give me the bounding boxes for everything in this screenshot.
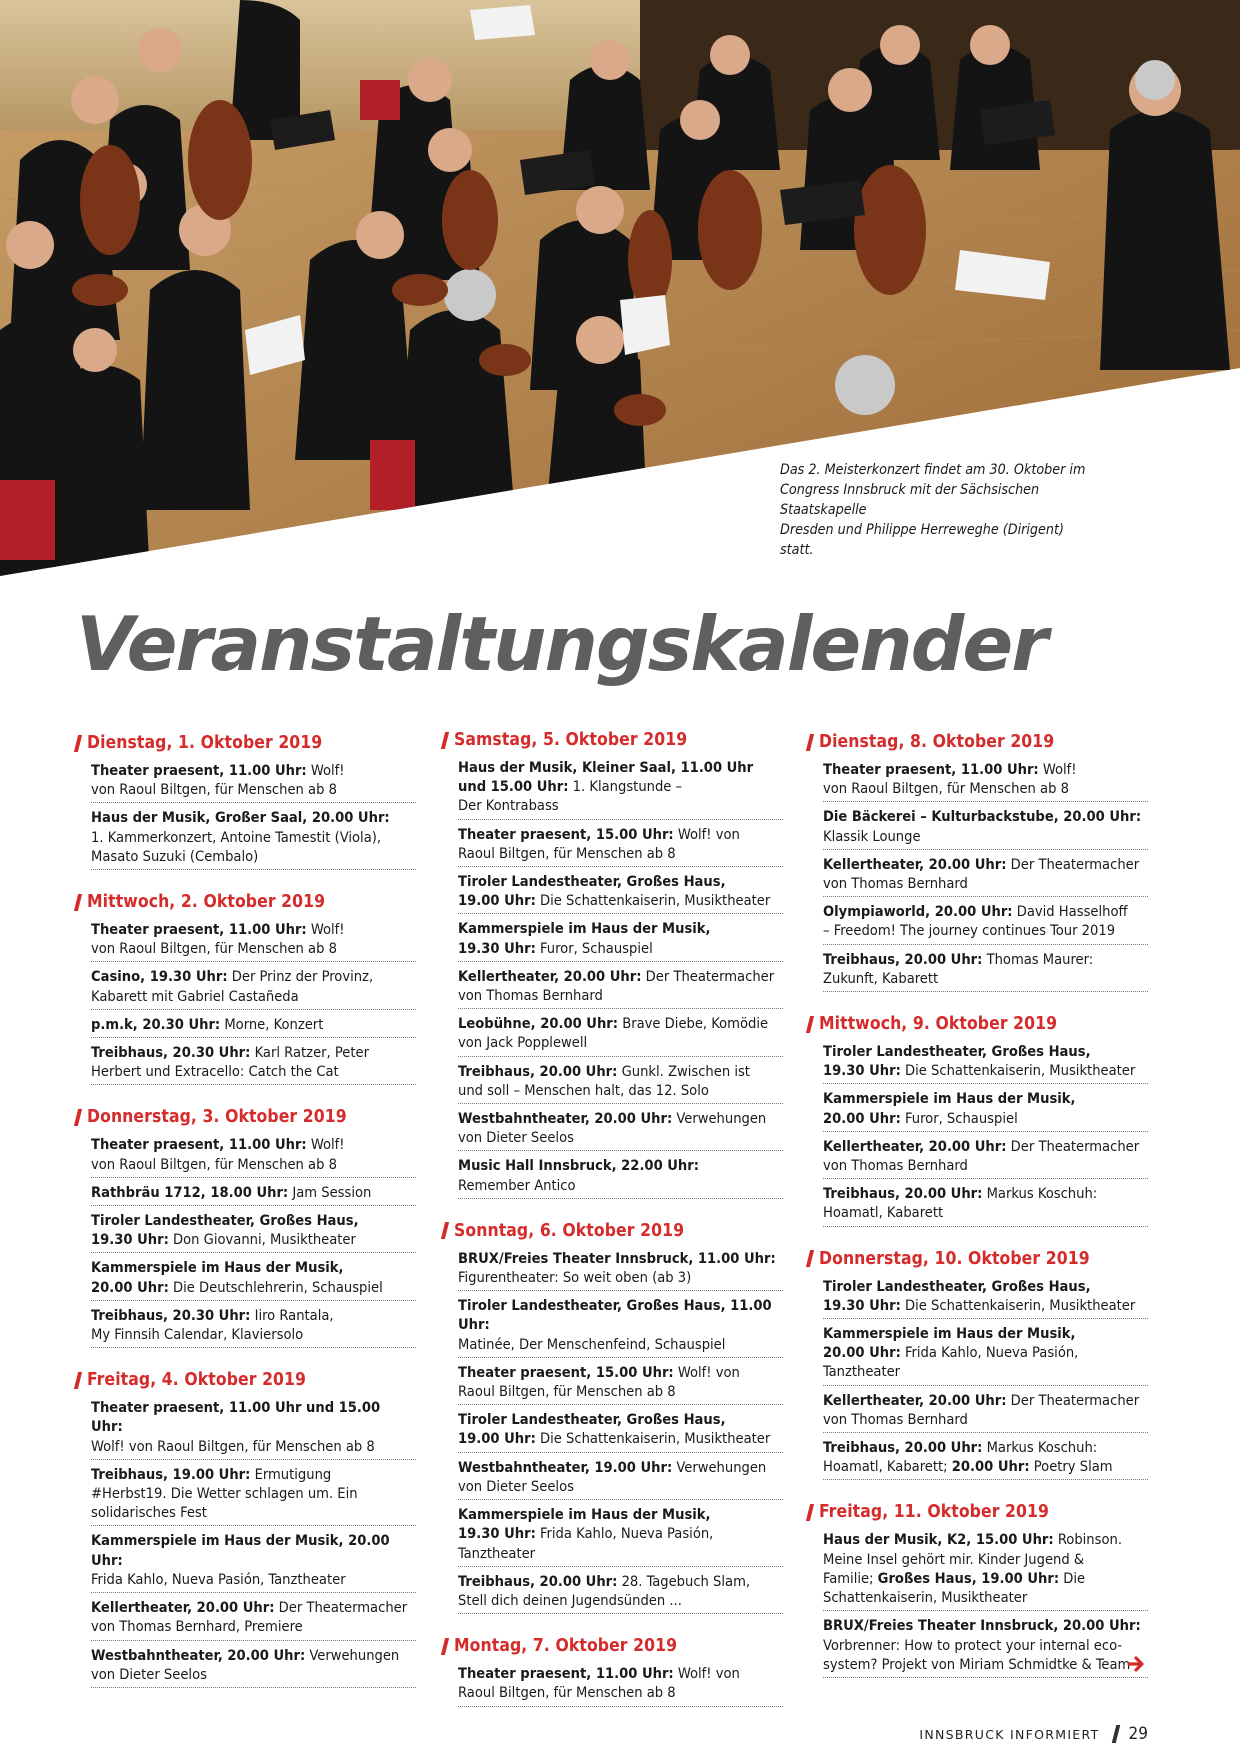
event-entry xyxy=(823,1135,1148,1179)
day-heading xyxy=(808,1246,1148,1272)
event-description: Markus Koschuh: Hoamatl, Kabarett xyxy=(823,1185,1098,1222)
event-venue-time: Treibhaus, 20.30 Uhr: xyxy=(91,1044,251,1062)
event-entry xyxy=(91,1463,416,1527)
day-heading xyxy=(443,1218,783,1244)
event-entry xyxy=(823,1275,1148,1319)
event-description: Wolf! von Raoul Biltgen, für Menschen ab 8 xyxy=(91,921,345,958)
footer-separator xyxy=(1111,1725,1119,1743)
page-title: Veranstaltungskalender xyxy=(76,600,1047,688)
event-description: Die Schattenkaiserin, Musiktheater xyxy=(823,1569,1086,1607)
event-entry xyxy=(458,1503,783,1567)
day-block xyxy=(808,1499,1148,1677)
event-description: Brave Diebe, Komödie von Jack Popplewell xyxy=(458,1015,769,1052)
day-heading xyxy=(76,889,416,915)
event-description: Karl Ratzer, Peter Herbert und Extracello: Catch the Cat xyxy=(91,1044,369,1081)
event-description: Robinson. Meine Insel gehört mir. Kinder Jugend & Familie; xyxy=(823,1531,1122,1587)
event-entry xyxy=(91,1256,416,1300)
event-venue-time: Theater praesent, 11.00 Uhr: xyxy=(91,762,307,779)
event-description: 1. Klangstunde – Der Kontrabass xyxy=(458,778,683,815)
event-venue-time: Theater praesent, 11.00 Uhr: xyxy=(823,761,1039,778)
day-block xyxy=(808,1246,1148,1481)
event-entry xyxy=(91,1396,416,1460)
event-description: Der Theatermacher von Thomas Bernhard xyxy=(823,1391,1140,1428)
event-venue-time: Haus der Musik, Großer Saal, 20.00 Uhr: xyxy=(91,809,390,827)
event-entry xyxy=(458,1107,783,1151)
event-entry xyxy=(823,853,1148,897)
day-heading xyxy=(808,1011,1148,1037)
event-description: Poetry Slam xyxy=(1029,1458,1113,1476)
event-entry xyxy=(823,1436,1148,1480)
event-venue-time: Kellertheater, 20.00 Uhr: xyxy=(823,855,1007,873)
event-venue-time: Großes Haus, 19.00 Uhr: xyxy=(877,1569,1060,1587)
event-entry xyxy=(823,1528,1148,1611)
next-page-arrow-icon xyxy=(1127,1654,1147,1674)
event-venue-time: Treibhaus, 19.00 Uhr: xyxy=(91,1465,251,1483)
event-entry xyxy=(458,1570,783,1614)
event-venue-time: Treibhaus, 20.00 Uhr: xyxy=(458,1572,618,1590)
event-venue-time: BRUX/Freies Theater Innsbruck, 11.00 Uhr: xyxy=(458,1249,776,1267)
day-date: Freitag, 4. Oktober 2019 xyxy=(87,1370,307,1391)
event-venue-time: Treibhaus, 20.30 Uhr: xyxy=(91,1306,251,1324)
event-description: Matinée, Der Menschenfeind, Schauspiel xyxy=(458,1335,726,1353)
event-description: Morne, Konzert xyxy=(220,1015,324,1033)
day-date: Samstag, 5. Oktober 2019 xyxy=(454,730,688,750)
event-venue-time: Theater praesent, 15.00 Uhr: xyxy=(458,825,674,843)
event-entry xyxy=(823,948,1148,992)
event-entry xyxy=(91,1013,416,1038)
event-entry xyxy=(458,756,783,820)
event-venue-time: Theater praesent, 11.00 Uhr: xyxy=(91,921,307,939)
day-block xyxy=(76,1104,416,1348)
event-entry xyxy=(91,1041,416,1085)
day-date: Donnerstag, 3. Oktober 2019 xyxy=(87,1107,347,1128)
event-description: Frida Kahlo, Nueva Pasión, Tanztheater xyxy=(823,1344,1079,1381)
event-entry xyxy=(91,806,416,870)
event-venue-time: Tiroler Landestheater, Großes Haus, 19.00 Uhr: xyxy=(458,1411,726,1448)
day-block xyxy=(76,889,416,1085)
event-venue-time: Tiroler Landestheater, Großes Haus, 19.30 Uhr: xyxy=(91,1212,359,1249)
event-description: Figurentheater: So weit oben (ab 3) xyxy=(458,1269,692,1287)
day-marker-icon xyxy=(74,735,82,752)
event-venue-time: Treibhaus, 20.00 Uhr: xyxy=(823,1185,983,1203)
event-venue-time: Casino, 19.30 Uhr: xyxy=(91,968,228,986)
day-block xyxy=(443,727,783,1199)
event-description: Verwehungen von Dieter Seelos xyxy=(458,1110,767,1147)
event-description: Die Schattenkaiserin, Musiktheater xyxy=(535,892,771,910)
event-description: Die Schattenkaiserin, Musiktheater xyxy=(535,1430,771,1448)
footer-publication: INNSBRUCK INFORMIERT xyxy=(919,1726,1100,1742)
day-marker-icon xyxy=(806,1016,814,1033)
day-date: Dienstag, 1. Oktober 2019 xyxy=(87,733,323,753)
event-venue-time: Tiroler Landestheater, Großes Haus, 19.00 Uhr: xyxy=(458,873,726,910)
event-description: Der Theatermacher von Thomas Bernhard xyxy=(823,1137,1140,1175)
event-description: Wolf! von Raoul Biltgen, für Menschen ab 8 xyxy=(91,1136,345,1173)
day-date: Donnerstag, 10. Oktober 2019 xyxy=(819,1248,1090,1269)
event-entry xyxy=(91,965,416,1009)
event-description: Die Deutschlehrerin, Schauspiel xyxy=(168,1278,383,1296)
event-entry xyxy=(91,1596,416,1640)
event-venue-time: Kellertheater, 20.00 Uhr: xyxy=(823,1391,1007,1409)
day-marker-icon xyxy=(441,732,449,749)
event-entry xyxy=(458,1154,783,1198)
event-venue-time: Tiroler Landestheater, Großes Haus, 11.00 Uhr: xyxy=(458,1297,772,1334)
event-description: Klassik Lounge xyxy=(823,827,921,845)
event-description: Furor, Schauspiel xyxy=(900,1109,1018,1127)
event-description: Der Theatermacher von Thomas Bernhard xyxy=(458,967,775,1005)
event-description: Der Theatermacher von Thomas Bernhard xyxy=(823,855,1140,893)
event-description: Ermutigung #Herbst19. Die Wetter schlagen um. Ein solidarisches Fest xyxy=(91,1465,358,1522)
page-number: 29 xyxy=(1128,1724,1148,1744)
event-entry xyxy=(458,1247,783,1291)
day-marker-icon xyxy=(74,1109,82,1126)
event-description: Don Giovanni, Musiktheater xyxy=(168,1231,356,1249)
day-block xyxy=(443,1218,783,1614)
event-description: Markus Koschuh: Hoamatl, Kabarett; xyxy=(823,1439,1098,1476)
event-description: Wolf! von Raoul Biltgen, für Menschen ab 8 xyxy=(91,1437,375,1455)
day-block xyxy=(76,1367,416,1688)
event-venue-time: Treibhaus, 20.00 Uhr: xyxy=(823,950,983,968)
day-heading xyxy=(76,730,416,756)
event-description: Verwehungen von Dieter Seelos xyxy=(91,1646,400,1683)
event-venue-time: Haus der Musik, K2, 15.00 Uhr: xyxy=(823,1531,1054,1549)
event-venue-time: Treibhaus, 20.00 Uhr: xyxy=(458,1062,618,1080)
event-entry xyxy=(458,1012,783,1056)
day-heading xyxy=(443,1633,783,1659)
event-venue-time: Kellertheater, 20.00 Uhr: xyxy=(458,967,642,985)
event-entry xyxy=(823,1614,1148,1678)
event-venue-time: Olympiaworld, 20.00 Uhr: xyxy=(823,903,1013,921)
event-entry xyxy=(91,1644,416,1688)
event-entry xyxy=(458,1361,783,1405)
event-entry xyxy=(823,900,1148,944)
day-marker-icon xyxy=(806,1250,814,1267)
event-description: Thomas Maurer: Zukunft, Kabarett xyxy=(823,950,1094,987)
event-description: Frida Kahlo, Nueva Pasión, Tanztheater xyxy=(91,1570,346,1588)
event-description: Wolf! von Raoul Biltgen, für Menschen ab 8 xyxy=(458,825,740,862)
event-entry xyxy=(823,1040,1148,1084)
event-venue-time: 20.00 Uhr: xyxy=(951,1458,1030,1476)
event-entry xyxy=(458,870,783,914)
event-venue-time: Tiroler Landestheater, Großes Haus, 19.30 Uhr: xyxy=(823,1277,1091,1314)
photo-caption: Das 2. Meisterkonzert findet am 30. Oktober im Congress Innsbruck mit der Sächsischen Staatskapelle Dresden und Philippe Herreweghe (Dirigent) statt. xyxy=(780,462,1086,558)
event-description: 28. Tagebuch Slam, Stell dich deinen Jugendsünden ... xyxy=(458,1572,751,1609)
event-venue-time: Kammerspiele im Haus der Musik, 20.00 Uhr: xyxy=(823,1090,1076,1127)
event-description: Die Schattenkaiserin, Musiktheater xyxy=(900,1296,1136,1314)
event-venue-time: Westbahntheater, 20.00 Uhr: xyxy=(91,1646,306,1664)
event-entry xyxy=(823,1322,1148,1386)
event-description: Vorbrenner: How to protect your internal eco- system? Projekt von Miriam Schmidtke & Team xyxy=(823,1636,1131,1673)
day-heading xyxy=(808,1499,1148,1525)
event-entry xyxy=(823,1389,1148,1433)
photo-credit: © MATTHIAS CREUTZIGER xyxy=(1093,398,1214,426)
event-venue-time: Treibhaus, 20.00 Uhr: xyxy=(823,1439,983,1457)
event-description: 1. Kammerkonzert, Antoine Tamestit (Viola), Masato Suzuki (Cembalo) xyxy=(91,828,382,865)
event-entry xyxy=(458,965,783,1009)
day-block xyxy=(443,1633,783,1706)
day-marker-icon xyxy=(441,1222,449,1239)
event-description: Wolf! von Raoul Biltgen, für Menschen ab 8 xyxy=(458,1665,740,1702)
event-venue-time: Kellertheater, 20.00 Uhr: xyxy=(91,1599,275,1617)
event-entry xyxy=(458,917,783,961)
day-marker-icon xyxy=(74,1372,82,1389)
event-venue-time: BRUX/Freies Theater Innsbruck, 20.00 Uhr: xyxy=(823,1617,1141,1635)
day-heading xyxy=(76,1367,416,1393)
event-venue-time: Kammerspiele im Haus der Musik, 20.00 Uhr: xyxy=(91,1532,390,1569)
event-description: Iiro Rantala, My Finnsih Calendar, Klaviersolo xyxy=(91,1306,334,1344)
event-entry xyxy=(91,918,416,962)
event-venue-time: Rathbräu 1712, 18.00 Uhr: xyxy=(91,1183,289,1201)
event-venue-time: Theater praesent, 15.00 Uhr: xyxy=(458,1363,674,1381)
event-venue-time: Westbahntheater, 20.00 Uhr: xyxy=(458,1110,673,1128)
event-venue-time: Kammerspiele im Haus der Musik, 19.30 Uhr: xyxy=(458,920,711,957)
calendar-column-1 xyxy=(76,730,416,1707)
event-description: Furor, Schauspiel xyxy=(535,939,653,957)
event-description: Verwehungen von Dieter Seelos xyxy=(458,1458,767,1495)
event-entry xyxy=(823,1182,1148,1226)
event-entry xyxy=(91,1181,416,1206)
event-entry xyxy=(91,1304,416,1348)
event-venue-time: Kammerspiele im Haus der Musik, 20.00 Uhr: xyxy=(823,1325,1076,1362)
event-venue-time: Kammerspiele im Haus der Musik, 19.30 Uhr: xyxy=(458,1506,711,1543)
day-date: Mittwoch, 9. Oktober 2019 xyxy=(819,1014,1058,1035)
event-entry xyxy=(458,1060,783,1104)
day-block xyxy=(808,1011,1148,1227)
day-date: Freitag, 11. Oktober 2019 xyxy=(819,1502,1050,1523)
day-marker-icon xyxy=(806,734,814,751)
event-description: Die Schattenkaiserin, Musiktheater xyxy=(900,1062,1136,1080)
day-heading xyxy=(443,727,783,753)
day-block xyxy=(76,730,416,870)
event-entry xyxy=(91,759,416,803)
event-venue-time: Tiroler Landestheater, Großes Haus, 19.30 Uhr: xyxy=(823,1043,1091,1080)
day-block xyxy=(808,729,1148,992)
calendar-column-3 xyxy=(808,729,1148,1697)
event-entry xyxy=(823,758,1148,802)
day-marker-icon xyxy=(441,1638,449,1655)
day-heading xyxy=(76,1104,416,1130)
event-venue-time: Leobühne, 20.00 Uhr: xyxy=(458,1015,619,1033)
event-entry xyxy=(458,1294,783,1358)
event-entry xyxy=(458,823,783,867)
calendar-column-2 xyxy=(443,727,783,1726)
day-marker-icon xyxy=(74,894,82,911)
event-description: Wolf! von Raoul Biltgen, für Menschen ab 8 xyxy=(823,761,1077,798)
event-venue-time: p.m.k, 20.30 Uhr: xyxy=(91,1015,221,1033)
page-footer xyxy=(919,1724,1148,1744)
event-description: David Hasselhoff – Freedom! The journey continues Tour 2019 xyxy=(823,903,1128,940)
event-venue-time: Kellertheater, 20.00 Uhr: xyxy=(823,1137,1007,1155)
event-venue-time: Theater praesent, 11.00 Uhr und 15.00 Uhr: xyxy=(91,1399,381,1436)
event-venue-time: Die Bäckerei – Kulturbackstube, 20.00 Uhr: xyxy=(823,808,1142,826)
event-entry xyxy=(458,1408,783,1452)
event-venue-time: Haus der Musik, Kleiner Saal, 11.00 Uhr und 15.00 Uhr: xyxy=(458,759,754,796)
day-date: Montag, 7. Oktober 2019 xyxy=(454,1636,678,1657)
event-entry xyxy=(823,805,1148,849)
event-entry xyxy=(458,1662,783,1706)
event-description: Remember Antico xyxy=(458,1176,576,1194)
event-description: Der Theatermacher von Thomas Bernhard, Premiere xyxy=(91,1599,408,1636)
event-venue-time: Music Hall Innsbruck, 22.00 Uhr: xyxy=(458,1157,700,1175)
event-venue-time: Theater praesent, 11.00 Uhr: xyxy=(91,1136,307,1154)
event-description: Jam Session xyxy=(288,1183,372,1201)
event-description: Wolf! von Raoul Biltgen, für Menschen ab 8 xyxy=(458,1363,740,1401)
day-date: Dienstag, 8. Oktober 2019 xyxy=(819,732,1055,752)
event-entry xyxy=(91,1209,416,1253)
event-venue-time: Theater praesent, 11.00 Uhr: xyxy=(458,1665,674,1683)
event-venue-time: Westbahntheater, 19.00 Uhr: xyxy=(458,1458,673,1476)
event-description: Der Prinz der Provinz, Kabarett mit Gabriel Castañeda xyxy=(91,968,374,1005)
day-date: Sonntag, 6. Oktober 2019 xyxy=(454,1220,685,1241)
event-description: Gunkl. Zwischen ist und soll – Menschen halt, das 12. Solo xyxy=(458,1062,750,1099)
event-description: Wolf! von Raoul Biltgen, für Menschen ab 8 xyxy=(91,762,345,799)
event-description: Frida Kahlo, Nueva Pasión, Tanztheater xyxy=(458,1525,714,1562)
day-marker-icon xyxy=(806,1504,814,1521)
event-venue-time: Kammerspiele im Haus der Musik, 20.00 Uhr: xyxy=(91,1259,344,1296)
day-heading xyxy=(808,729,1148,755)
day-date: Mittwoch, 2. Oktober 2019 xyxy=(87,892,326,913)
event-entry xyxy=(91,1133,416,1177)
event-entry xyxy=(823,1087,1148,1131)
event-entry xyxy=(458,1456,783,1500)
event-entry xyxy=(91,1529,416,1593)
